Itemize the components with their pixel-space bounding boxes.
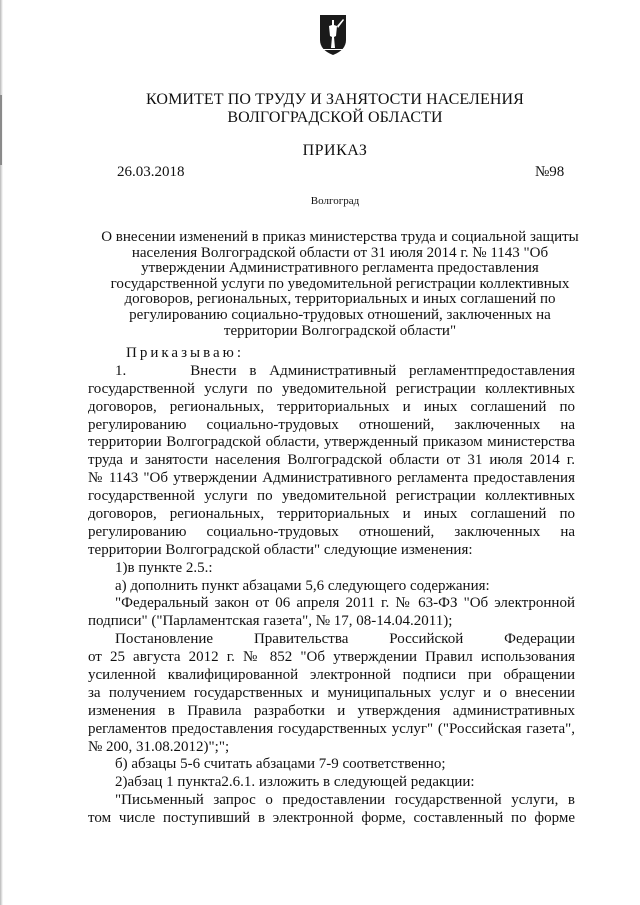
body-line: б) абзацы 5-6 считать абзацами 7-9 соответственно; (115, 756, 446, 773)
body-line: Постановление Правительства Российской Федерации (115, 631, 575, 648)
subject-line: территории Волгоградской области" (223, 322, 457, 339)
body-line: государственной услуги по уведомительной регистрации коллективных (88, 380, 575, 397)
body-line: 1. Внести в Административный регламентпредоставления (115, 362, 575, 379)
order-date: 26.03.2018 (117, 164, 185, 180)
subject-line: регулированию социально-трудовых отношений, заключенных на (129, 306, 551, 323)
body-line: регламентов предоставления государственных услуг" ("Российская газета", (88, 720, 575, 737)
body-line: "Письменный запрос о предоставлении государственной услуги, в (115, 792, 575, 809)
body-line: а) дополнить пункт абзацами 5,6 следующего содержания: (115, 577, 490, 594)
body-line: договоров, региональных, территориальных и иных соглашений по (88, 398, 575, 415)
body-line: 1)в пункте 2.5.: (115, 559, 213, 576)
body-line: регулированию социально-трудовых отношений, заключенных на (88, 523, 575, 540)
body-line: № 200, 31.08.2012)";"; (88, 738, 230, 755)
scan-edge-mark (0, 95, 2, 165)
body-line: от 25 августа 2012 г. № 852 "Об утверждении Правил использования (88, 649, 575, 666)
body-line: усиленной квалифицированной электронной подписи при обращении (88, 667, 575, 684)
city-name: Волгоград (310, 195, 360, 207)
body-line: № 1143 "Об утверждении Административного регламента предоставления (88, 470, 575, 487)
body-line: изменения в Правила разработки и утверждения административных (88, 702, 575, 719)
order-subject (80, 230, 600, 339)
subject-line: утверждении Административного регламента предоставления (141, 260, 539, 277)
body-line: территории Волгоградской области, утвержденный приказом министерства (88, 434, 575, 451)
body-line: территории Волгоградской области" следующие изменения: (88, 541, 473, 558)
subject-line: О внесении изменений в приказ министерства труда и социальной защиты (101, 229, 579, 245)
committee-name-line-1: КОМИТЕТ ПО ТРУДУ И ЗАНЯТОСТИ НАСЕЛЕНИЯ (146, 91, 524, 108)
body-line: регулированию социально-трудовых отношений, заключенных на (88, 416, 575, 433)
body-line: договоров, региональных, территориальных и иных соглашений по (88, 506, 575, 523)
body-line: Приказываю: (126, 345, 244, 361)
order-number: №98 (535, 164, 565, 180)
body-line: "Федеральный закон от 06 апреля 2011 г. № 63-ФЗ "Об электронной (115, 595, 575, 612)
order-body (88, 345, 575, 828)
body-line: том числе поступивший в электронной форме, составленный по форме (88, 810, 575, 827)
body-line: труда и занятости населения Волгоградской области от 31 июля 2014 г. (88, 452, 575, 469)
committee-name-line-2: ВОЛГОГРАДСКОЙ ОБЛАСТИ (227, 109, 443, 126)
body-line: за получением государственных и муниципальных услуг и о внесении (88, 684, 575, 701)
body-line: государственной услуги по уведомительной регистрации коллективных (88, 488, 575, 505)
body-line: 2)абзац 1 пункта2.6.1. изложить в следующей редакции: (115, 774, 475, 791)
subject-line: договоров, региональных, территориальных и иных соглашений по (124, 291, 556, 308)
body-line: подписи" ("Парламентская газета", № 17, 08-14.04.2011); (88, 613, 453, 630)
volgograd-emblem-icon (319, 14, 347, 56)
subject-line: государственной услуги по уведомительной регистрации коллективных (110, 275, 570, 292)
document-type-title: ПРИКАЗ (302, 142, 368, 159)
subject-line: населения Волгоградской области от 31 июля 2014 г. № 1143 "Об (131, 244, 549, 261)
